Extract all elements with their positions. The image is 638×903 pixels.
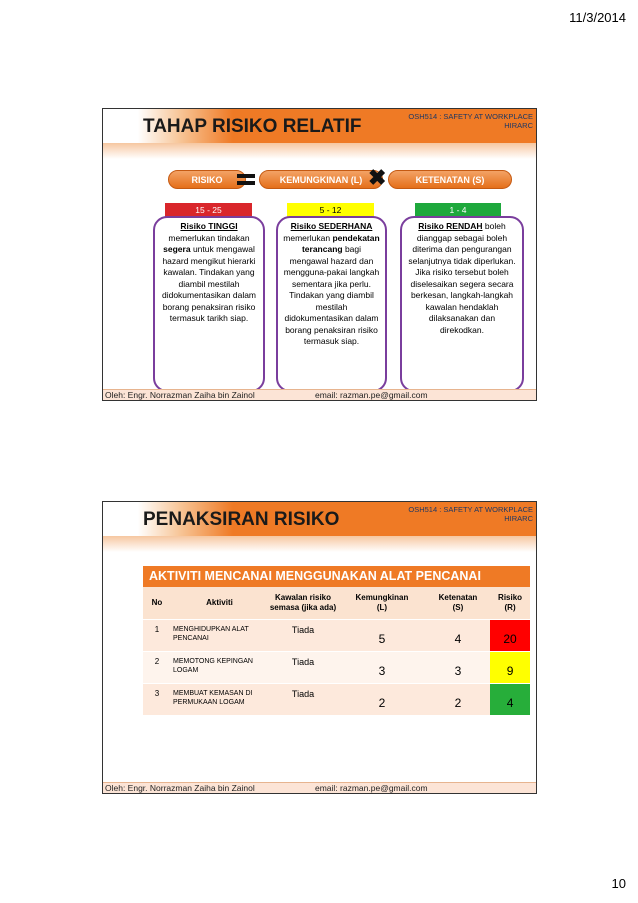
card-head: Risiko SEDERHANA bbox=[290, 221, 373, 231]
card-text: memerlukan bbox=[283, 232, 333, 243]
course-tag bbox=[383, 112, 533, 131]
card-risk-high bbox=[153, 216, 265, 392]
band-low: 1 - 4 bbox=[415, 203, 501, 217]
cell-kemungkinan: 5 bbox=[338, 619, 426, 651]
footer-author: Oleh: Engr. Norrazman Zaiha bin Zainol bbox=[105, 783, 255, 793]
header-no: No bbox=[143, 587, 171, 619]
card-text: untuk mengawal hazard mengikut hierarki kawalan. Tindakan yang diambil mestilah didokumentasikan dalam borang penaksiran risiko termasuk tarikh siap. bbox=[161, 244, 257, 323]
cell-risiko: 4 bbox=[490, 683, 530, 715]
card-risk-medium bbox=[276, 216, 387, 392]
footer-author: Oleh: Engr. Norrazman Zaiha bin Zainol bbox=[105, 390, 255, 400]
card-emphasis: segera bbox=[163, 244, 191, 254]
print-date: 11/3/2014 bbox=[569, 10, 626, 25]
card-head: Risiko RENDAH bbox=[418, 221, 483, 231]
cell-kawalan: Tiada bbox=[268, 619, 338, 651]
card-head: Risiko TINGGI bbox=[180, 221, 238, 231]
formula-ketenatan: KETENATAN (S) bbox=[388, 170, 512, 189]
risk-table bbox=[143, 587, 530, 715]
title-underline-bar bbox=[103, 536, 536, 552]
slide-tahap-risiko bbox=[102, 108, 537, 401]
cell-no: 3 bbox=[143, 683, 171, 715]
page-number: 10 bbox=[611, 876, 626, 891]
cell-aktiviti: MENGHIDUPKAN ALAT PENCANAI bbox=[171, 619, 268, 651]
card-text: memerlukan tindakan bbox=[168, 232, 250, 243]
course-tag bbox=[383, 505, 533, 524]
cell-risiko: 9 bbox=[490, 651, 530, 683]
formula-kemungkinan: KEMUNGKINAN (L) bbox=[259, 170, 383, 189]
table-row bbox=[143, 619, 530, 651]
cell-kawalan: Tiada bbox=[268, 651, 338, 683]
course-code: OSH514 : SAFETY AT WORKPLACE bbox=[408, 112, 533, 121]
cell-no: 1 bbox=[143, 619, 171, 651]
table-row bbox=[143, 683, 530, 715]
activity-title: AKTIVITI MENCANAI MENGGUNAKAN ALAT PENCANAI bbox=[143, 566, 530, 587]
table-header-row bbox=[143, 587, 530, 619]
cell-ketenatan: 3 bbox=[426, 651, 490, 683]
formula-risiko: RISIKO bbox=[168, 170, 246, 189]
course-code: OSH514 : SAFETY AT WORKPLACE bbox=[408, 505, 533, 514]
cell-ketenatan: 2 bbox=[426, 683, 490, 715]
cell-kemungkinan: 2 bbox=[338, 683, 426, 715]
slide-footer bbox=[103, 389, 536, 400]
header-kemungkinan: Kemungkinan (L) bbox=[338, 587, 426, 619]
cell-kawalan: Tiada bbox=[268, 683, 338, 715]
header-ketenatan: Ketenatan (S) bbox=[426, 587, 490, 619]
cell-kemungkinan: 3 bbox=[338, 651, 426, 683]
course-topic: HIRARC bbox=[504, 514, 533, 524]
header-aktiviti: Aktiviti bbox=[171, 587, 268, 619]
cell-no: 2 bbox=[143, 651, 171, 683]
slide-title: TAHAP RISIKO RELATIF bbox=[143, 116, 362, 137]
cell-risiko: 20 bbox=[490, 619, 530, 651]
slide-footer bbox=[103, 782, 536, 793]
band-medium: 5 - 12 bbox=[287, 203, 374, 217]
card-emphasis: pendekatan terancang bbox=[301, 232, 380, 254]
card-risk-low bbox=[400, 216, 524, 392]
footer-email: email: razman.pe@gmail.com bbox=[315, 390, 428, 400]
header-kawalan: Kawalan risiko semasa (jika ada) bbox=[268, 587, 338, 619]
cell-aktiviti: MEMOTONG KEPINGAN LOGAM bbox=[171, 651, 268, 683]
multiply-icon: ✖ bbox=[368, 165, 387, 190]
slide-title: PENAKSIRAN RISIKO bbox=[143, 509, 340, 530]
card-text: bagi mengawal hazard dan mengguna-pakai langkah sementara jika perlu. Tindakan yang diambil mestilah didokumentasikan dalam borang penaksiran risiko termasuk siap. bbox=[283, 244, 380, 346]
course-topic: HIRARC bbox=[504, 121, 533, 131]
footer-email: email: razman.pe@gmail.com bbox=[315, 783, 428, 793]
cell-aktiviti: MEMBUAT KEMASAN DI PERMUKAAN LOGAM bbox=[171, 683, 268, 715]
equals-icon bbox=[237, 171, 255, 187]
card-text: boleh dianggap sebagai boleh diterima dan pengurangan selanjutnya tidak diperlukan. Jika risiko tersebut boleh diselesaikan segera secara berkesan, langkah-langkah kawalan hendaklah dilaksanakan dan direkodkan. bbox=[408, 221, 516, 335]
header-risiko: Risiko (R) bbox=[490, 587, 530, 619]
slide-penaksiran-risiko bbox=[102, 501, 537, 794]
cell-ketenatan: 4 bbox=[426, 619, 490, 651]
title-underline-bar bbox=[103, 143, 536, 159]
table-row bbox=[143, 651, 530, 683]
band-high: 15 - 25 bbox=[165, 203, 252, 217]
